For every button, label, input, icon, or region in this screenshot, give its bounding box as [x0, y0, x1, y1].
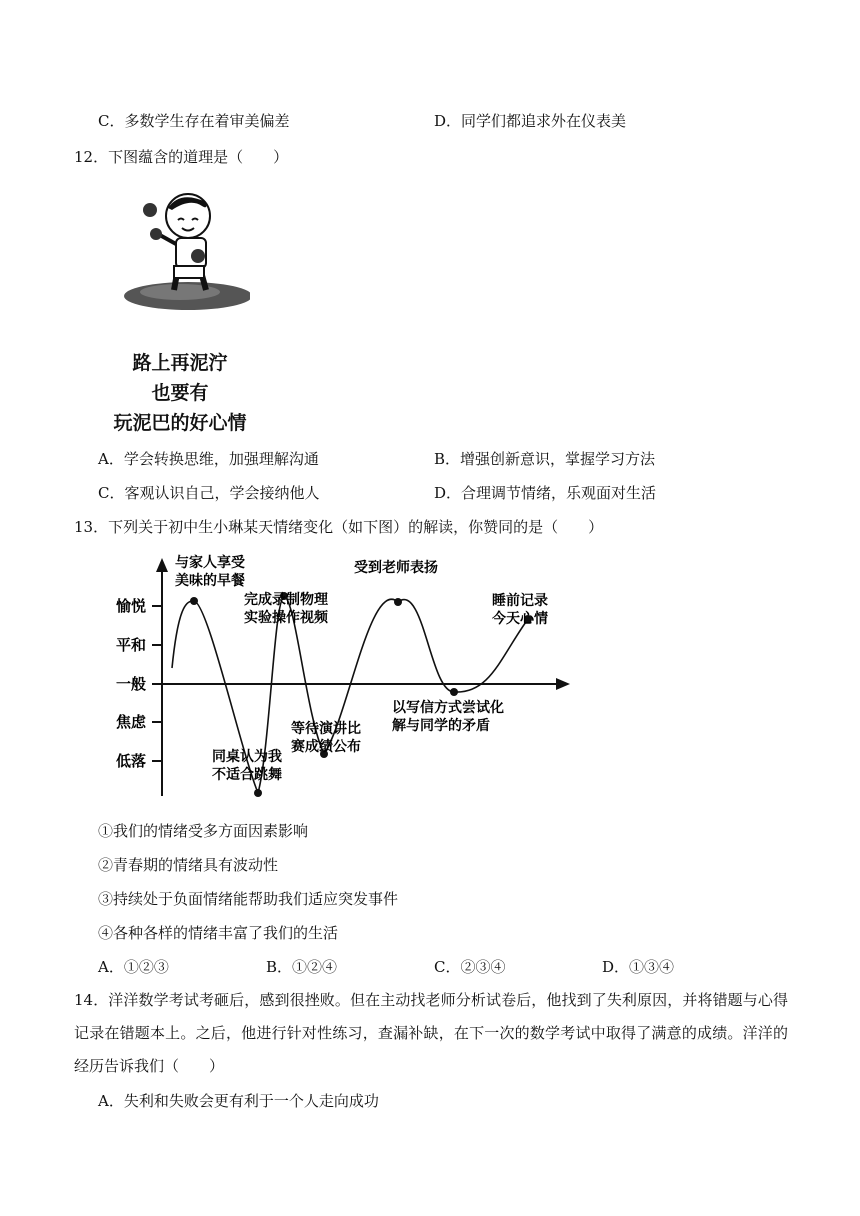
y-tick-label: 焦虑: [115, 713, 146, 731]
data-point: [394, 598, 402, 606]
event-label: 等待演讲比赛成绩公布: [291, 721, 361, 755]
q12-option-a: A．学会转换思维，加强理解沟通: [98, 450, 319, 468]
event-label: 完成录制物理实验操作视频: [244, 592, 328, 626]
y-tick-label: 平和: [115, 636, 146, 654]
q12-option-c: C．客观认识自己，学会接纳他人: [98, 484, 320, 502]
q13-option-c: C．②③④: [434, 958, 506, 976]
q13-statement-1: ①我们的情绪受多方面因素影响: [98, 822, 309, 840]
y-tick-label: 低落: [115, 752, 146, 770]
q14-option-a: A．失利和失败会更有利于一个人走向成功: [98, 1092, 379, 1110]
event-label: 受到老师表扬: [354, 560, 438, 576]
cartoon-caption-line-2: 也要有: [151, 382, 209, 404]
q13-option-b: B．①②④: [266, 958, 338, 976]
q13-statement-2: ②青春期的情绪具有波动性: [98, 856, 279, 874]
q13-option-a: A．①②③: [98, 958, 169, 976]
q13-stem: 13．下列关于初中生小琳某天情绪变化（如下图）的解读，你赞同的是（ ）: [74, 518, 604, 536]
q13-statement-3: ③持续处于负面情绪能帮助我们适应突发事件: [98, 890, 399, 908]
q12-cartoon: [110, 186, 250, 434]
data-point: [190, 597, 198, 605]
data-point: [254, 789, 262, 797]
y-tick-label: 愉悦: [115, 597, 146, 615]
data-point: [450, 688, 458, 696]
cartoon-caption-line-1: 路上再泥泞: [132, 352, 228, 374]
q11-option-c: C．多数学生存在着审美偏差: [98, 112, 290, 130]
q14-stem: 14．洋洋数学考试考砸后，感到很挫败。但在主动找老师分析试卷后，他找到了失利原因，并将错题与心得记录在错题本上。之后，他进行针对性练习，查漏补缺，在下一次的数学考试中取得了满意的成绩。洋洋的经历告诉我们（ ）: [74, 991, 788, 1075]
q11-option-d: D．同学们都追求外在仪表美: [434, 112, 627, 130]
q13-statement-4: ④各种各样的情绪丰富了我们的生活: [98, 924, 339, 942]
event-label: 以写信方式尝试化解与同学的矛盾: [392, 700, 504, 734]
y-axis-arrow: [156, 558, 168, 572]
boy-playing-mud-illustration: [110, 186, 250, 316]
q12-option-d: D．合理调节情绪，乐观面对生活: [434, 484, 657, 502]
event-label: 睡前记录今天心情: [492, 593, 548, 627]
chart-event-labels: [175, 554, 548, 783]
y-tick-label: 一般: [115, 675, 146, 693]
chart-y-labels: [115, 597, 162, 770]
event-label: 与家人享受美味的早餐: [175, 555, 245, 589]
event-label: 同桌认为我不适合跳舞: [212, 749, 282, 783]
q12-option-b: B．增强创新意识，掌握学习方法: [434, 450, 656, 468]
q12-stem: 12．下图蕴含的道理是（ ）: [74, 148, 289, 166]
emotion-line-chart: [100, 548, 580, 800]
x-axis-arrow: [556, 678, 570, 690]
cartoon-caption-line-3: 玩泥巴的好心情: [113, 412, 247, 434]
q13-option-d: D．①③④: [602, 958, 675, 976]
